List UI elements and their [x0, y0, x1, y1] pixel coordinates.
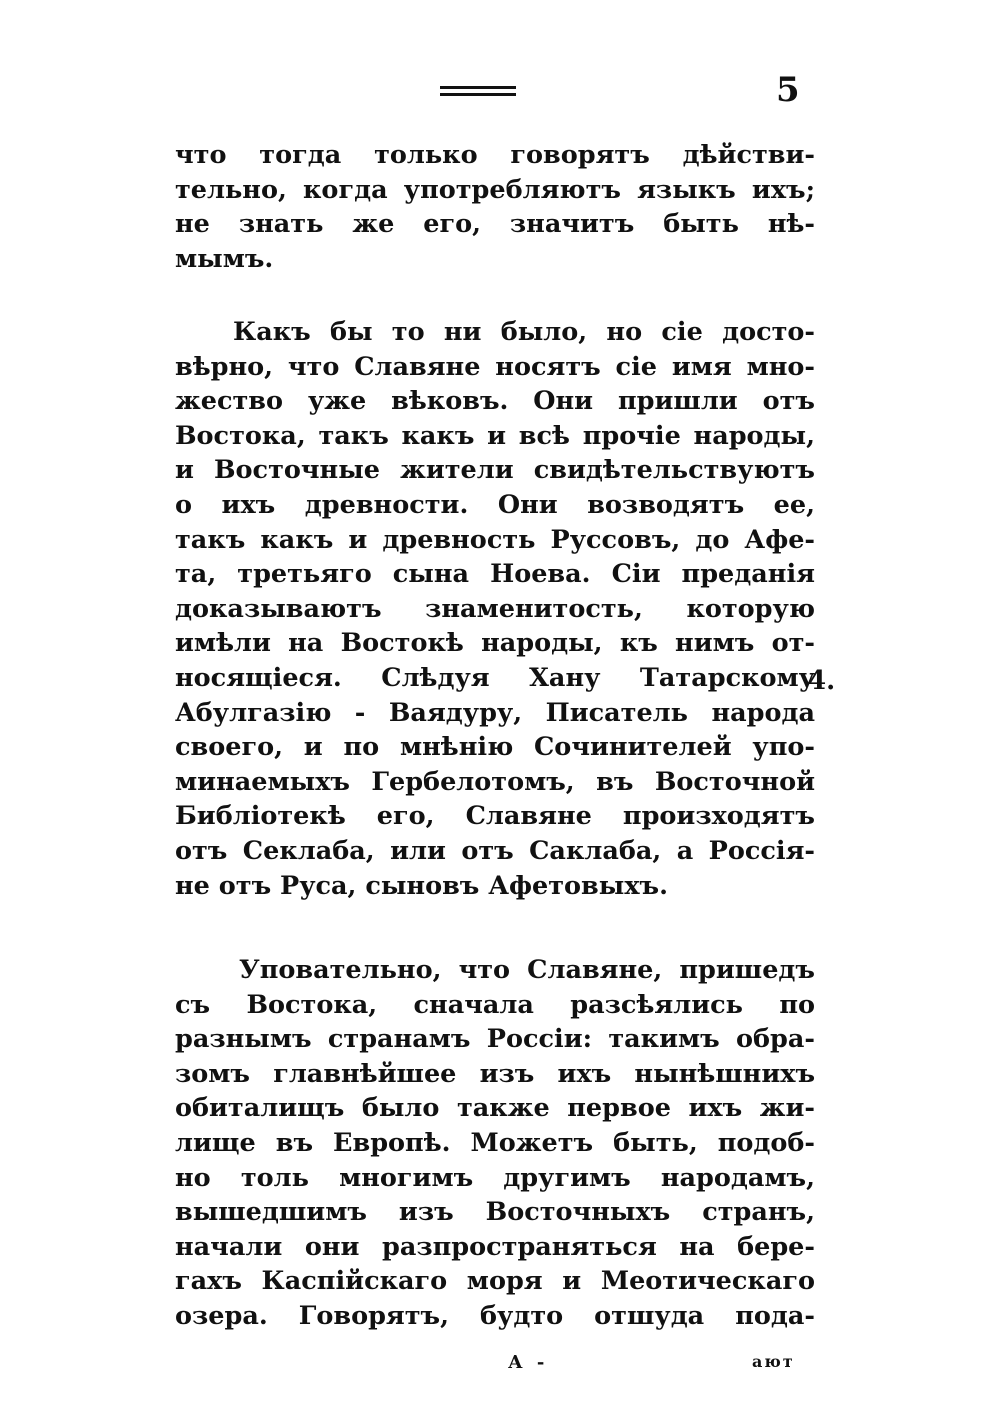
text-line: Библіотекѣ его, Славяне произходятъ	[175, 801, 815, 832]
text-line: вѣрно, что Славяне носятъ сіе имя мно-	[175, 351, 815, 382]
text-line: Какъ бы то ни было, но сіе досто-	[233, 317, 815, 347]
text-line: минаемыхъ Гербелотомъ, въ Восточной	[175, 766, 815, 797]
text-line: лище въ Европѣ. Можетъ быть, подоб-	[175, 1127, 815, 1158]
text-line: начали они разпространяться на бере-	[175, 1231, 815, 1262]
text-line: Уповательно, что Славяне, пришедъ	[239, 955, 815, 985]
text-line: и Восточные жители свидѣтельствуютъ	[175, 455, 815, 486]
text-line: носящіеся. Слѣдуя Хану Татарскому	[175, 662, 815, 693]
header-rule-bar-top	[440, 86, 516, 89]
text-line: но толь многимъ другимъ народамъ,	[175, 1162, 815, 1193]
text-line: своего, и по мнѣнію Сочинителей упо-	[175, 732, 815, 763]
text-line: не знать же его, значитъ быть нѣ-	[175, 209, 815, 240]
paragraph-1	[175, 138, 815, 276]
paragraph-2	[175, 315, 815, 903]
text-line: Абулгазію - Ваядуру, Писатель народа	[175, 697, 815, 728]
margin-note: 4.	[808, 666, 836, 696]
text-line: гахъ Каспійскаго моря и Меотическаго	[175, 1266, 815, 1297]
text-line: такъ какъ и древность Руссовъ, до Афе-	[175, 524, 815, 555]
text-line: имѣли на Востокѣ народы, къ нимъ от-	[175, 628, 815, 659]
catchline-left: А -	[508, 1352, 549, 1373]
text-line: Востока, такъ какъ и всѣ прочіе народы,	[175, 420, 815, 451]
text-line: зомъ главнѣйшее изъ ихъ нынѣшнихъ	[175, 1058, 815, 1089]
page-number: 5	[776, 70, 800, 110]
text-line: жество уже вѣковъ. Они пришли отъ	[175, 386, 815, 417]
text-line: тельно, когда употребляютъ языкъ ихъ;	[175, 174, 815, 205]
text-line: обиталищъ было также первое ихъ жи-	[175, 1093, 815, 1124]
header-rule-bar-bottom	[440, 93, 516, 96]
text-line: доказываютъ знаменитость, которую	[175, 593, 815, 624]
catchline-right: ают	[752, 1352, 795, 1371]
text-line: разнымъ странамъ Россіи: такимъ обра-	[175, 1024, 815, 1055]
text-line: озера. Говорятъ, будто отшуда пода-	[175, 1300, 815, 1331]
text-line: что тогда только говорятъ дѣйстви-	[175, 140, 815, 170]
text-line: вышедшимъ изъ Восточныхъ странъ,	[175, 1197, 815, 1228]
text-line: о ихъ древности. Они возводятъ ее,	[175, 489, 815, 520]
text-line: мымъ.	[175, 243, 274, 274]
text-line: не отъ Руса, сыновъ Афетовыхъ.	[175, 870, 668, 901]
paragraph-3	[175, 953, 815, 1334]
header-rule	[440, 86, 516, 100]
text-line: съ Востока, сначала разсѣялись по	[175, 989, 815, 1020]
text-line: отъ Секлаба, или отъ Саклаба, а Россія-	[175, 835, 815, 866]
text-line: та, третьяго сына Ноева. Сіи преданія	[175, 559, 815, 590]
